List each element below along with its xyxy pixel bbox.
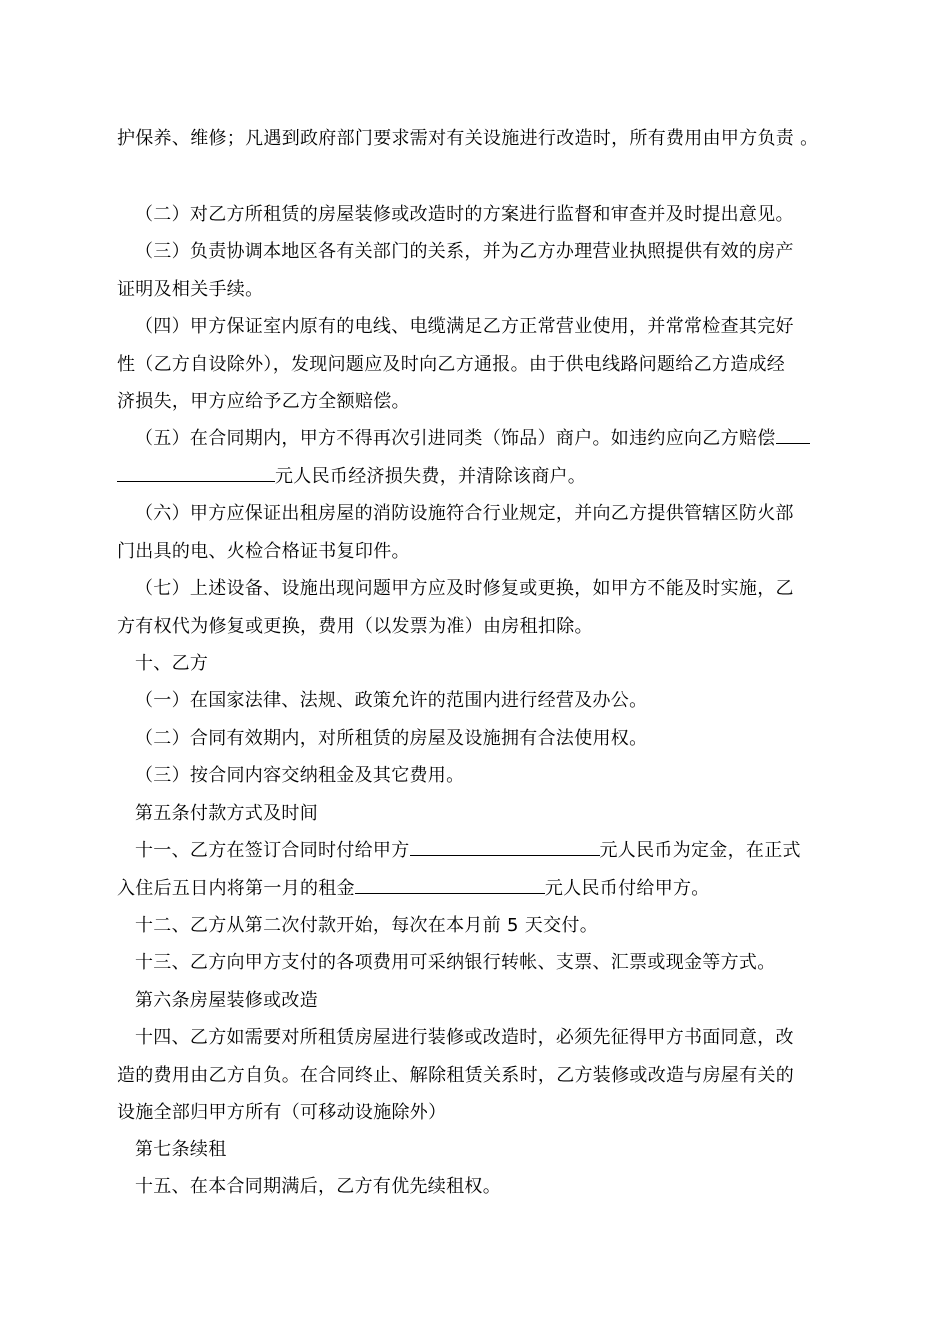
text-line: 设施全部归甲方所有（可移动设施除外） [117,1102,447,1123]
paragraph-party-a-5 [117,420,837,495]
text-line: 护保养、维修；凡遇到政府部门要求需对有关设施进行改造时，所有费用由甲方负责 。 [117,128,819,149]
fill-in-blank[interactable] [776,421,810,444]
text-line: 方有权代为修复或更换，费用（以发票为准）由房租扣除。 [117,615,593,637]
paragraph-clause-15 [117,1168,837,1206]
text-segment: 十一、乙方在签订合同时付给甲方 [135,840,410,861]
text-line: 门出具的电、火检合格证书复印件。 [117,540,410,562]
paragraph-party-b-2 [117,720,837,758]
fill-in-blank[interactable] [117,459,275,482]
text-line: （六）甲方应保证出租房屋的消防设施符合行业规定，并向乙方提供管辖区防火部 [135,503,794,524]
paragraph-clause-11 [117,832,837,907]
article-heading-payment [117,795,837,833]
text-line: （七）上述设备、设施出现问题甲方应及时修复或更换，如甲方不能及时实施，乙 [135,578,794,599]
text-line: 第五条付款方式及时间 [135,803,318,824]
text-line: 十、乙方 [135,653,209,674]
text-line: 证明及相关手续。 [117,278,264,300]
text-line: 十四、乙方如需要对所租赁房屋进行装修或改造时，必须先征得甲方书面同意，改 [135,1027,794,1048]
text-line: 造的费用由乙方自负。在合同终止、解除租赁关系时，乙方装修或改造与房屋有关的 [117,1064,795,1086]
article-heading-renewal [117,1131,837,1169]
text-segment: 元人民币经济损失费，并清除该商户。 [275,465,587,487]
section-heading-party-b [117,645,837,683]
text-line: 性（乙方自设除外），发现问题应及时向乙方通报。由于供电线路问题给乙方造成经 [117,353,786,375]
text-line [117,832,837,870]
fill-in-blank[interactable] [410,833,600,856]
text-line: （四）甲方保证室内原有的电线、电缆满足乙方正常营业使用，并常常检查其完好 [135,316,794,337]
text-line: （二）对乙方所租赁的房屋装修或改造时的方案进行监督和审查并及时提出意见。 [135,204,794,225]
text-line [117,420,837,458]
text-line: 第六条房屋装修或改造 [135,990,318,1011]
text-line: （二）合同有效期内，对所租赁的房屋及设施拥有合法使用权。 [135,728,648,749]
text-segment: 元人民币为定金，在正式 [599,840,801,861]
paragraph-clause-13 [117,944,837,982]
paragraph-party-a-7 [117,570,837,645]
text-line: （一）在国家法律、法规、政策允许的范围内进行经营及办公。 [135,690,648,711]
paragraph-party-a-6 [117,495,837,570]
text-line [117,870,837,908]
text-segment: （五）在合同期内，甲方不得再次引进同类（饰品）商户。如违约应向乙方赔偿 [135,428,776,449]
text-line: 十二、乙方从第二次付款开始，每次在本月前 5 天交付。 [135,915,598,936]
text-segment: 入住后五日内将第一月的租金 [117,877,355,899]
text-line: 十五、在本合同期满后，乙方有优先续租权。 [135,1176,501,1197]
fill-in-blank[interactable] [355,871,545,894]
paragraph-clause-12 [117,907,837,945]
paragraph-party-a-4 [117,308,837,421]
text-line: （三）负责协调本地区各有关部门的关系，并为乙方办理营业执照提供有效的房产 [135,241,794,262]
article-heading-renovation [117,982,837,1020]
paragraph-party-b-3 [117,757,837,795]
text-line: 济损失，甲方应给予乙方全额赔偿。 [117,391,410,412]
paragraph-clause-14 [117,1019,837,1132]
paragraph-party-b-1 [117,682,837,720]
text-line [117,458,837,496]
paragraph-maintenance-cost [117,120,837,158]
paragraph-party-a-2 [117,196,837,234]
text-line: （三）按合同内容交纳租金及其它费用。 [135,765,465,786]
text-line: 第七条续租 [135,1139,227,1160]
text-segment: 元人民币付给甲方。 [544,877,710,899]
text-line: 十三、乙方向甲方支付的各项费用可采纳银行转帐、支票、汇票或现金等方式。 [135,952,776,973]
paragraph-party-a-3 [117,233,837,308]
